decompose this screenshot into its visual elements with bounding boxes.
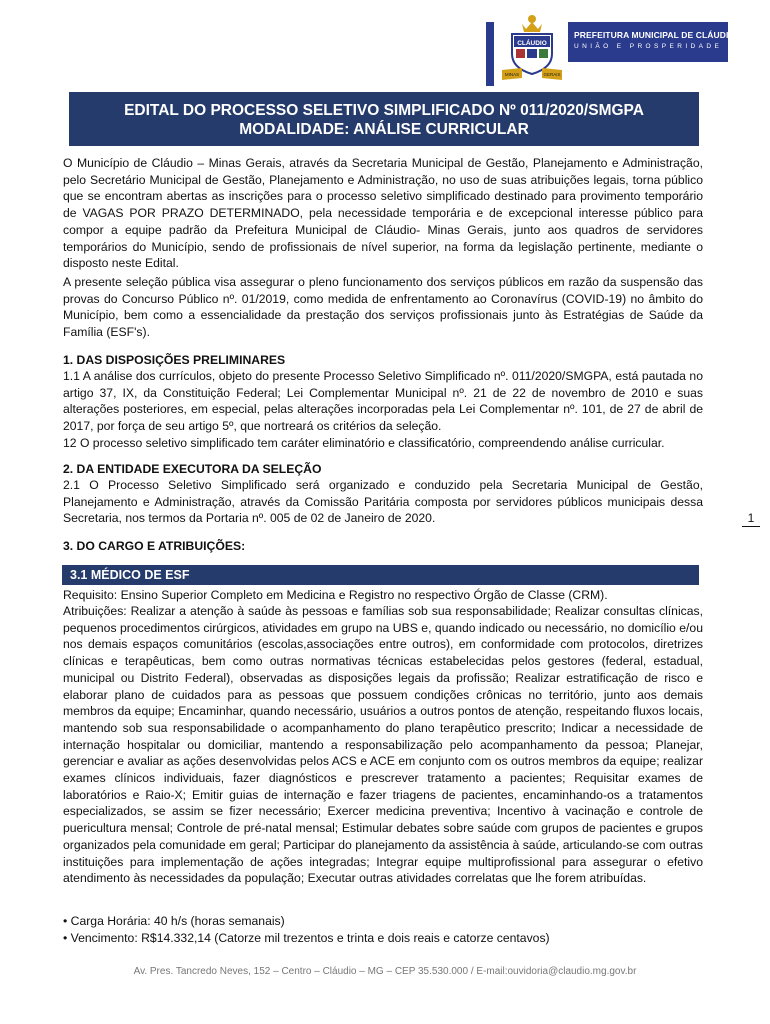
- subsection-medico-esf-heading: 3.1 MÉDICO DE ESF: [62, 565, 699, 585]
- edital-title-box: [69, 92, 699, 146]
- page-header: [486, 12, 736, 82]
- header-accent-bar: [486, 22, 494, 86]
- section-2-heading: 2. DA ENTIDADE EXECUTORA DA SELEÇÃO: [63, 462, 322, 476]
- prefeitura-brand: [568, 22, 736, 62]
- org-motto: UNIÃO E PROSPERIDADE: [574, 43, 723, 50]
- title-line-1: EDITAL DO PROCESSO SELETIVO SIMPLIFICADO Nº 011/2020/SMGPA: [124, 102, 644, 119]
- requisito-text: Requisito: Ensino Superior Completo em Medicina e Registro no respectivo Órgão de Classe (CRM).: [63, 588, 608, 602]
- org-name: PREFEITURA MUNICIPAL DE CLÁUDIO: [574, 30, 736, 40]
- page-number: 1: [742, 510, 760, 527]
- section-1-paragraph-1: 1.1 A análise dos currículos, objeto do presente Processo Seletivo Simplificado nº. 011/2020/SMGPA, está pautada no artigo 37, IX, da Constituição Federal; Lei Complementar Municipal nº. 21 de 22 de novembro de 2010 e suas alterações posteriores, em especial, pelas alterações incorporadas pela Lei Complementar nº. 101, de 27 de abril de 2017, por força de seu artigo 5º, que nortreará os critérios da seleção.: [63, 369, 703, 434]
- crest-ribbon-left: MINAS: [504, 72, 520, 77]
- crest-label: CLÁUDIO: [517, 40, 547, 47]
- intro-paragraph-1: O Município de Cláudio – Minas Gerais, através da Secretaria Municipal de Gestão, Planejamento e Administração, pelo Secretário Municipal de Gestão, Planejamento e Administração, no uso de suas atribuições legais, torna público que se encontram abertas as inscrições para o processo seletivo simplificado destinado para provimento temporário de VAGAS POR PRAZO DETERMINADO, pela necessidade temporária e de excepcional interesse público para compor a equipe padrão da Prefeitura Municipal de Cláudio- Minas Gerais, junto aos quadros de servidores temporários do Município, sendo de profissionais de nível superior, na forma da legislação pertinente, mediante o disposto neste Edital.: [63, 156, 703, 271]
- section-3-heading: 3. DO CARGO E ATRIBUIÇÕES:: [63, 539, 246, 553]
- vencimento-item: • Vencimento: R$14.332,14 (Catorze mil trezentos e trinta e dois reais e catorze centavos): [63, 931, 550, 945]
- section-2-paragraph-1: 2.1 O Processo Seletivo Simplificado será organizado e conduzido pela Secretaria Municipal de Gestão, Planejamento e Administração, através da Comissão Paritária composta por servidores públicos municipais dessa Secretaria, nos termos da Portaria nº. 005 de 02 de Janeiro de 2020.: [63, 478, 703, 526]
- crest-ribbon-right: GERAIS: [543, 72, 561, 77]
- intro-paragraph-2: A presente seleção pública visa assegurar o pleno funcionamento dos serviços públicos em razão da suspensão das provas do Concurso Público nº. 01/2019, como medida de enfrentamento ao Coronavírus (COVID-19) no âmbito do Município, bem como a essencialidade da prestação dos serviços profissionais junto às Estratégias de Saúde da Família (ESF's).: [63, 275, 703, 340]
- atribuicoes-text: Atribuições: Realizar a atenção à saúde às pessoas e famílias sob sua responsabilidade; Realizar consultas clínicas, pequenos procedimentos cirúrgicos, atividades em grupo na UBS e, quando indicado ou necessário, no domicílio e/ou nos demais espaços comunitários (escolas,associações entre outros), em conformidade com protocolos, diretrizes clínicas e terapêuticas, bem como outras normativas técnicas estabelecidas pelos gestores (federal, estadual, municipal ou Distrito Federal), observadas as disposições legais da profissão; Realizar estratificação de risco e elaborar plano de cuidados para as pessoas que possuem condições crônicas no território, junto aos demais membros da equipe; Encaminhar, quando necessário, usuários a outros pontos de atenção, respeitando fluxos locais, mantendo sob sua responsabilidade o acompanhamento do plano terapêutico prescrito; Indicar a necessidade de internação hospitalar ou domiciliar, mantendo a responsabilização pelo acompanhamento da pessoa; Planejar, gerenciar e avaliar as ações desenvolvidas pelos ACS e ACE em conjunto com os outros membros da equipe; realizar exames clínicos individuais, fazer diagnósticos e prescrever tratamento a pacientes; Requisitar exames de laboratórios e Raio-X; Emitir guias de internação e fazer triagens de pacientes, encaminhando-os a tratamentos especializados, se assim se fizer necessário; Exercer medicina preventiva; Incentivo à vacinação e controle de puericultura mensal; Controle de pré-natal mensal; Estimular debates sobre saúde com grupos de pacientes e grupos organizados pela comunidade em geral; Participar do planejamento da assistência à saúde, articulando-se com outras instituições para implementação de ações integradas; Integrar equipe multiprofissional para assegurar o efetivo atendimento às necessidades da população; Executar outras atividades correlatas que lhe forem atribuídas.: [63, 604, 703, 886]
- title-line-2: MODALIDADE: ANÁLISE CURRICULAR: [239, 121, 529, 138]
- municipal-crest-icon: [500, 12, 564, 84]
- section-1-heading: 1. DAS DISPOSIÇÕES PRELIMINARES: [63, 353, 286, 367]
- section-1-paragraph-2: 12 O processo seletivo simplificado tem caráter eliminatório e classificatório, compreendendo análise curricular.: [63, 436, 665, 450]
- page-footer: Av. Pres. Tancredo Neves, 152 – Centro – Cláudio – MG – CEP 35.530.000 / E-mail:ouvidoria@claudio.mg.gov.br: [133, 966, 637, 977]
- carga-horaria-item: • Carga Horária: 40 h/s (horas semanais): [63, 914, 285, 928]
